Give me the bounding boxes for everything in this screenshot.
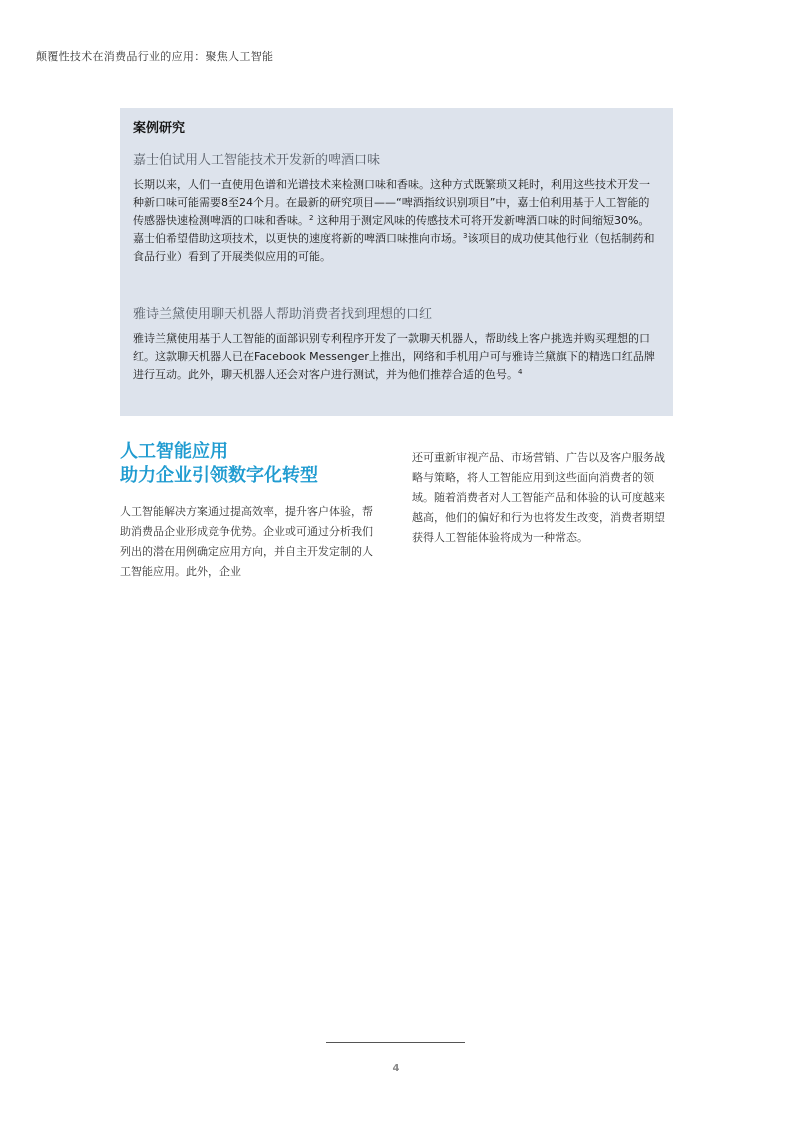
section-heading	[120, 440, 400, 488]
footnote-ref[interactable]: 3	[463, 232, 468, 240]
case-body-text: 雅诗兰黛使用基于人工智能的面部识别专利程序开发了一款聊天机器人，帮助线上客户挑选并购买理想的口红。这款聊天机器人已在Facebook Messenger上推出，网络和手机用户可与雅诗兰黛旗下的精选口红品牌进行互动。此外，聊天机器人还会对客户进行测试，并为他们推荐合适的色号。	[133, 332, 655, 381]
page-number: 4	[392, 1063, 400, 1074]
footnote-ref[interactable]: 4	[518, 368, 523, 376]
body-paragraph-right: 还可重新审视产品、市场营销、广告以及客户服务战略与策略，将人工智能应用到这些面向消费者的领域。随着消费者对人工智能产品和体验的认可度越来越高，他们的偏好和行为也将发生改变，消费者期望获得人工智能体验将成为一种常态。	[412, 451, 665, 544]
case-study-body-estee-lauder	[133, 330, 659, 384]
case-study-title-estee-lauder: 雅诗兰黛使用聊天机器人帮助消费者找到理想的口红	[133, 307, 433, 322]
case-body-text: 长期以来，人们一直使用色谱和光谱技术来检测口味和香味。这种方式既繁琐又耗时，利用这些技术开发一种新口味可能需要8至24个月。在最新的研究项目——“啤酒指纹识别项目”中，嘉士伯利用基于人工智能的传感器快速检测啤酒的口味和香味。	[133, 178, 650, 227]
footnote-ref[interactable]: 2	[309, 214, 314, 222]
case-body-text: 该项目的成功使其他行业（包括制药和食品行业）看到了开展类似应用的可能。	[133, 232, 655, 263]
case-study-label: 案例研究	[133, 121, 186, 136]
case-study-box	[120, 108, 673, 416]
case-body-text: 这种用于测定风味的传感技术可将开发新啤酒口味的时间缩短30%。嘉士伯希望借助这项技术，以更快的速度将新的啤酒口味推向市场。	[133, 214, 650, 245]
case-study-body-carlsberg	[133, 176, 659, 266]
footer-divider	[326, 1042, 465, 1043]
section-heading-line1: 人工智能应用	[120, 441, 228, 462]
case-study-title-carlsberg: 嘉士伯试用人工智能技术开发新的啤酒口味	[133, 153, 381, 168]
running-header-title: 颠覆性技术在消费品行业的应用：聚焦人工智能	[36, 50, 274, 63]
section-heading-line2: 助力企业引领数字化转型	[120, 465, 318, 486]
body-paragraph-left: 人工智能解决方案通过提高效率，提升客户体验，帮助消费品企业形成竞争优势。企业或可通过分析我们列出的潜在用例确定应用方向，并自主开发定制的人工智能应用。此外，企业	[120, 505, 373, 578]
